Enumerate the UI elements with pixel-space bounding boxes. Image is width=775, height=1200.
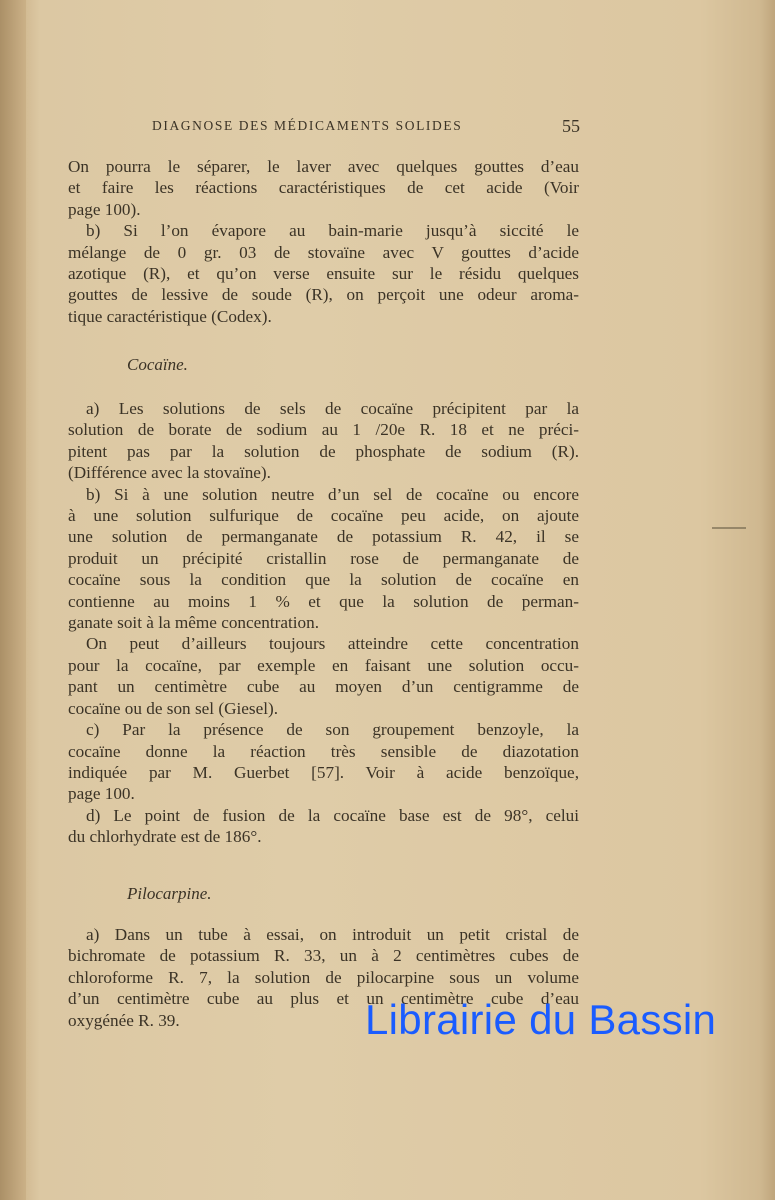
text-line: d’un centimètre cube au plus et un centimètre cube d’eau [68,989,579,1009]
text-block-cocaine [68,398,579,848]
text-line: cocaïne donne la réaction très sensible de diazotation [68,741,579,761]
binding-gutter [0,0,26,1200]
page-number: 55 [562,116,580,136]
text-line: produit un précipité cristallin rose de permanganate de [68,548,579,568]
section-heading-pilocarpine: Pilocarpine. [127,884,212,903]
text-line: cocaïne sous la condition que la solution de cocaïne en [68,570,579,590]
text-line: pour la cocaïne, par exemple en faisant une solution occu- [68,655,579,675]
text-line: On pourra le séparer, le laver avec quelques gouttes d’eau [68,157,579,176]
paragraph [68,633,579,719]
text-line: contienne au moins 1 % et que la solution de perman- [68,591,579,611]
text-line: mélange de 0 gr. 03 de stovaïne avec V gouttes d’acide [68,242,579,262]
text-line: chloroforme R. 7, la solution de pilocarpine sous un volume [68,967,579,987]
text-line: une solution de permanganate de potassium R. 42, il se [68,527,579,547]
section-heading-cocaine: Cocaïne. [127,355,188,374]
paragraph [68,719,579,805]
paragraph [68,220,579,327]
text-line: et faire les réactions caractéristiques de cet acide (Voir [68,178,579,198]
text-line: page 100. [68,784,135,804]
text-line: ganate soit à la même concentration. [68,613,320,633]
text-line: solution de borate de sodium au 1 /20e R. 18 et ne préci- [68,420,579,440]
text-line: page 100). [68,199,141,219]
running-header [152,118,580,134]
text-line: (Différence avec la stovaïne). [68,463,271,483]
text-line: b) Si l’on évapore au bain-marie jusqu’à siccité le [86,221,579,241]
paragraph [68,398,579,484]
text-line: du chlorhydrate est de 186°. [68,827,262,847]
text-line: a) Dans un tube à essai, on introduit un petit cristal de [86,925,579,944]
paragraph [68,805,579,848]
text-line: On peut d’ailleurs toujours atteindre cette concentration [86,634,579,654]
text-line: a) Les solutions de sels de cocaïne précipitent par la [86,399,579,418]
text-line: c) Par la présence de son groupement benzoyle, la [86,720,579,740]
text-block-stovaine [68,156,579,327]
text-line: b) Si à une solution neutre d’un sel de cocaïne ou encore [86,484,579,504]
paragraph [68,484,579,634]
text-line: pant un centimètre cube au moyen d’un centigramme de [68,677,579,697]
running-title: DIAGNOSE DES MÉDICAMENTS SOLIDES [152,118,463,133]
text-line: oxygénée R. 39. [68,1010,180,1030]
text-line: azotique (R), et qu’on verse ensuite sur le résidu quelques [68,264,579,284]
text-line: gouttes de lessive de soude (R), on perçoit une odeur aroma- [68,285,579,305]
text-line: d) Le point de fusion de la cocaïne base est de 98°, celui [86,805,579,825]
margin-mark [712,527,746,529]
text-line: pitent pas par la solution de phosphate de sodium (R). [68,441,579,461]
text-line: tique caractéristique (Codex). [68,306,272,326]
text-line: indiquée par M. Guerbet [57]. Voir à acide benzoïque, [68,762,579,782]
watermark: Librairie du Bassin [365,996,717,1043]
text-line: cocaïne ou de son sel (Giesel). [68,698,278,718]
text-line: bichromate de potassium R. 33, un à 2 centimètres cubes de [68,946,579,966]
paragraph [68,156,579,220]
text-line: à une solution sulfurique de cocaïne peu acide, on ajoute [68,506,579,526]
